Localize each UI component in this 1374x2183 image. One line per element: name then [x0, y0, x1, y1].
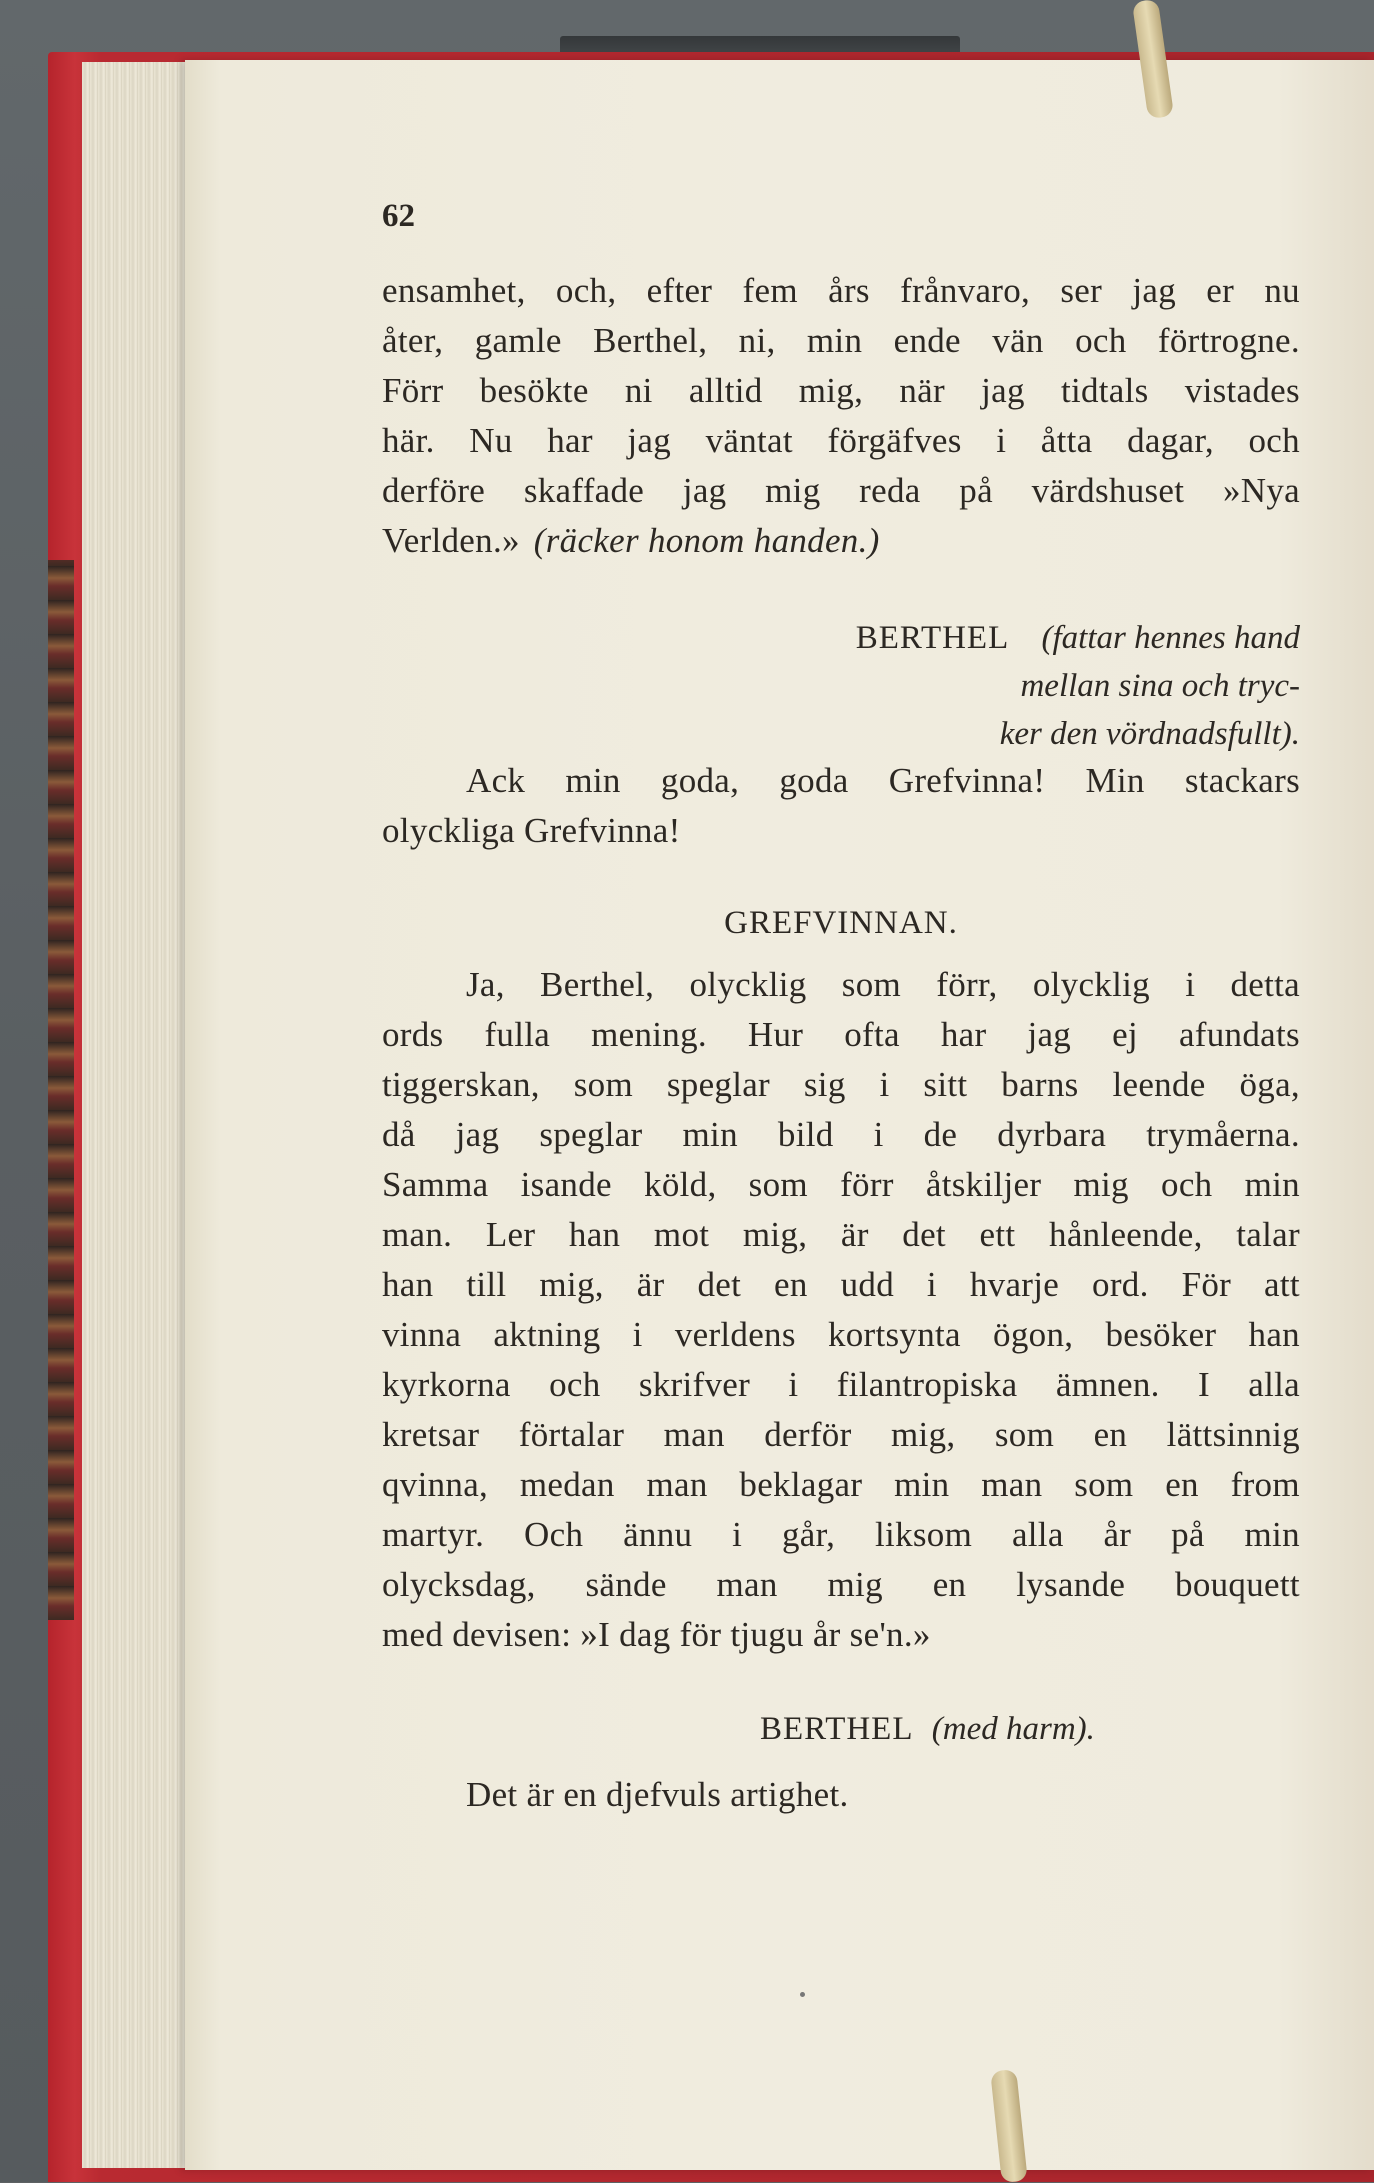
word: kortsynta [827, 1315, 961, 1354]
word: Ack [466, 761, 526, 800]
text-line [382, 1260, 1300, 1310]
word: För [1181, 1265, 1232, 1304]
word: Min [1085, 761, 1145, 800]
word: »Nya [1222, 471, 1300, 510]
word: i [732, 1515, 743, 1554]
word: års [828, 271, 870, 310]
text-line [382, 1510, 1300, 1560]
word: min [1244, 1515, 1300, 1554]
word: from [1230, 1465, 1300, 1504]
word: goda, [660, 761, 740, 800]
word: mig [1073, 1165, 1129, 1204]
word: ett [979, 1215, 1016, 1254]
word: man [981, 1465, 1043, 1504]
text-line [382, 316, 1300, 366]
word: verldens [674, 1315, 796, 1354]
text-line [382, 756, 1300, 806]
word: besöker [1105, 1315, 1217, 1354]
stage-direction: (fattar hennes hand [1041, 620, 1300, 656]
word: olycksdag, [382, 1565, 536, 1604]
text-line [382, 416, 1300, 466]
word: mig [765, 471, 821, 510]
word: förtrogne. [1157, 321, 1300, 360]
word: fem [742, 271, 798, 310]
word: ämnen. [1055, 1365, 1160, 1404]
word: nu [1264, 271, 1300, 310]
text-fragment: Verlden.» [382, 521, 520, 560]
word: filantropiska [836, 1365, 1018, 1404]
word: detta [1230, 965, 1300, 1004]
word: vinna [382, 1315, 462, 1354]
word: jag [682, 471, 727, 510]
word: skaffade [523, 471, 645, 510]
word: goda [779, 761, 849, 800]
word: de [923, 1115, 958, 1154]
word: min [565, 761, 621, 800]
word: ni, [738, 321, 776, 360]
word: väntat [705, 421, 793, 460]
text-line [382, 1160, 1300, 1210]
word: sände [585, 1565, 667, 1604]
word: Samma [382, 1165, 489, 1204]
word: vistades [1184, 371, 1300, 410]
word: mot [653, 1215, 710, 1254]
word: är [840, 1215, 869, 1254]
stage-direction: (med harm). [931, 1711, 1095, 1747]
speaker-berthel-block [764, 614, 1300, 758]
text-line-last: Det är en djefvuls artighet. [466, 1775, 849, 1814]
word: efter [646, 271, 713, 310]
word: förtalar [518, 1415, 625, 1454]
word: går, [781, 1515, 836, 1554]
text-line [382, 1410, 1300, 1460]
word: en [1093, 1415, 1128, 1454]
word: min [806, 321, 863, 360]
word: åtskiljer [925, 1165, 1042, 1204]
word: ende [893, 321, 961, 360]
word: alla [1248, 1365, 1300, 1404]
text-line [382, 466, 1300, 516]
word: sitt [923, 1065, 968, 1104]
word: medan [519, 1465, 615, 1504]
word: beklagar [739, 1465, 863, 1504]
word: qvinna, [382, 1465, 489, 1504]
text-line [382, 266, 1300, 316]
word: öga, [1239, 1065, 1300, 1104]
word: skrifver [638, 1365, 751, 1404]
word: Och [524, 1515, 584, 1554]
word: och [1248, 421, 1300, 460]
word: barns [1001, 1065, 1079, 1104]
marbled-edge [48, 560, 74, 1620]
word: i [1185, 965, 1196, 1004]
speaker-grefvinnan: GREFVINNAN. [724, 905, 958, 941]
word: i [873, 1115, 884, 1154]
word: att [1264, 1265, 1300, 1304]
word: dagar, [1127, 421, 1214, 460]
speaker-berthel-block-2 [760, 1704, 1300, 1754]
word: man [663, 1415, 725, 1454]
text-line [382, 1310, 1300, 1360]
word: när [899, 371, 945, 410]
word: mig, [798, 371, 864, 410]
text-line [382, 960, 1300, 1010]
word: bouquett [1175, 1565, 1300, 1604]
text-line [382, 1060, 1300, 1110]
word: reda [859, 471, 921, 510]
word: som [841, 965, 902, 1004]
text-line [382, 1360, 1300, 1410]
word: på [1171, 1515, 1205, 1554]
word: i [996, 421, 1007, 460]
word: min [894, 1465, 950, 1504]
word: tiggerskan, [382, 1065, 540, 1104]
word: Berthel, [540, 965, 655, 1004]
page-edges [82, 62, 192, 2168]
word: som [573, 1065, 633, 1104]
word: mening. [591, 1015, 707, 1054]
word: udd [840, 1265, 894, 1304]
word: en [774, 1265, 808, 1304]
text-line [382, 1210, 1300, 1260]
word: på [959, 471, 993, 510]
stage-direction: (räcker honom handen.) [533, 521, 880, 560]
word: jag [1132, 271, 1177, 310]
word: tidtals [1060, 371, 1149, 410]
word: ögon, [993, 1315, 1074, 1354]
word: lysande [1016, 1565, 1126, 1604]
word: ofta [844, 1015, 900, 1054]
word: åtta [1040, 421, 1093, 460]
paragraph-4 [382, 1770, 1300, 1820]
word: han [382, 1265, 434, 1304]
word: talar [1236, 1215, 1300, 1254]
word: bild [777, 1115, 834, 1154]
word: han [1248, 1315, 1300, 1354]
word: åter, [382, 321, 444, 360]
word: jag [627, 421, 672, 460]
word: ensamhet, [382, 271, 526, 310]
word: min [1244, 1165, 1300, 1204]
word: Berthel, [593, 321, 708, 360]
word: han [568, 1215, 621, 1254]
word: som [994, 1415, 1055, 1454]
word: förgäfves [827, 421, 962, 460]
word: alla [1011, 1515, 1064, 1554]
word: vän [992, 321, 1044, 360]
word: Grefvinna! [888, 761, 1046, 800]
word: fulla [484, 1015, 551, 1054]
word: afundats [1178, 1015, 1300, 1054]
word: besökte [479, 371, 589, 410]
speaker-name: BERTHEL [855, 620, 1010, 656]
word: kretsar [382, 1415, 480, 1454]
word: man [716, 1565, 778, 1604]
word: ser [1060, 271, 1103, 310]
word: isande [520, 1165, 612, 1204]
word: i [879, 1065, 890, 1104]
word: har [547, 421, 593, 460]
word: och [1075, 321, 1127, 360]
word: hvarje [969, 1265, 1060, 1304]
word: då [382, 1115, 416, 1154]
word: och [549, 1365, 601, 1404]
word: mig, [742, 1215, 808, 1254]
paragraph-1 [382, 266, 1300, 566]
word: en [932, 1565, 967, 1604]
word: liksom [875, 1515, 973, 1554]
word: sig [803, 1065, 846, 1104]
word: mig [827, 1565, 883, 1604]
text-line-last: med devisen: »I dag för tjugu år se'n.» [382, 1615, 931, 1654]
stage-direction: ker den vördnadsfullt). [999, 716, 1300, 752]
word: dyrbara [997, 1115, 1107, 1154]
word: martyr. [382, 1515, 485, 1554]
word: Nu [469, 421, 513, 460]
word: olycklig [689, 965, 807, 1004]
word: värdshuset [1031, 471, 1185, 510]
word: ännu [623, 1515, 693, 1554]
word: och, [555, 271, 617, 310]
text-line-last [382, 516, 1300, 566]
text-line [382, 1110, 1300, 1160]
word: stackars [1184, 761, 1300, 800]
word: till [466, 1265, 507, 1304]
word: som [748, 1165, 808, 1204]
word: förr [840, 1165, 894, 1204]
word: har [940, 1015, 987, 1054]
text-line [382, 1010, 1300, 1060]
word: min [682, 1115, 738, 1154]
word: alltid [688, 371, 763, 410]
word: ni [624, 371, 653, 410]
word: trymåerna. [1146, 1115, 1300, 1154]
speaker-name: BERTHEL [760, 1711, 914, 1747]
word: gamle [474, 321, 562, 360]
word: ord. [1092, 1265, 1149, 1304]
word: speglar [666, 1065, 771, 1104]
word: kyrkorna [382, 1365, 511, 1404]
word: jag [1027, 1015, 1072, 1054]
word: jag [981, 371, 1025, 410]
word: frånvaro, [900, 271, 1031, 310]
word: och [1161, 1165, 1213, 1204]
word: i [788, 1365, 799, 1404]
word: er [1206, 271, 1235, 310]
word: hånleende, [1049, 1215, 1203, 1254]
word: år [1103, 1515, 1132, 1554]
text-line-last: olyckliga Grefvinna! [382, 811, 681, 850]
word: i [632, 1315, 643, 1354]
word: aktning [493, 1315, 601, 1354]
word: i [926, 1265, 937, 1304]
word: Förr [382, 371, 444, 410]
ink-speck [800, 1992, 805, 1997]
word: köld, [644, 1165, 717, 1204]
word: här. [382, 421, 435, 460]
word: derföre [382, 471, 486, 510]
word: lättsinnig [1166, 1415, 1300, 1454]
word: mig, [539, 1265, 604, 1304]
paragraph-2 [382, 756, 1300, 856]
stage-direction: mellan sina och tryc- [1020, 668, 1300, 704]
word: en [1165, 1465, 1199, 1504]
text-line [382, 366, 1300, 416]
word: ords [382, 1015, 444, 1054]
paragraph-3 [382, 960, 1300, 1660]
word: det [902, 1215, 946, 1254]
word: derför [764, 1415, 852, 1454]
word: som [1074, 1465, 1134, 1504]
word: Hur [747, 1015, 804, 1054]
word: leende [1112, 1065, 1206, 1104]
word: förr, [936, 965, 998, 1004]
word: det [697, 1265, 742, 1304]
word: I [1197, 1365, 1210, 1404]
word: Ler [485, 1215, 536, 1254]
word: mig, [891, 1415, 956, 1454]
page-number: 62 [382, 198, 415, 234]
text-line [382, 1460, 1300, 1510]
word: jag [455, 1115, 500, 1154]
word: man [646, 1465, 708, 1504]
text-line [382, 1560, 1300, 1610]
word: Ja, [466, 965, 505, 1004]
word: man. [382, 1215, 453, 1254]
word: speglar [539, 1115, 643, 1154]
word: ej [1112, 1015, 1138, 1054]
word: är [636, 1265, 665, 1304]
word: olycklig [1032, 965, 1150, 1004]
